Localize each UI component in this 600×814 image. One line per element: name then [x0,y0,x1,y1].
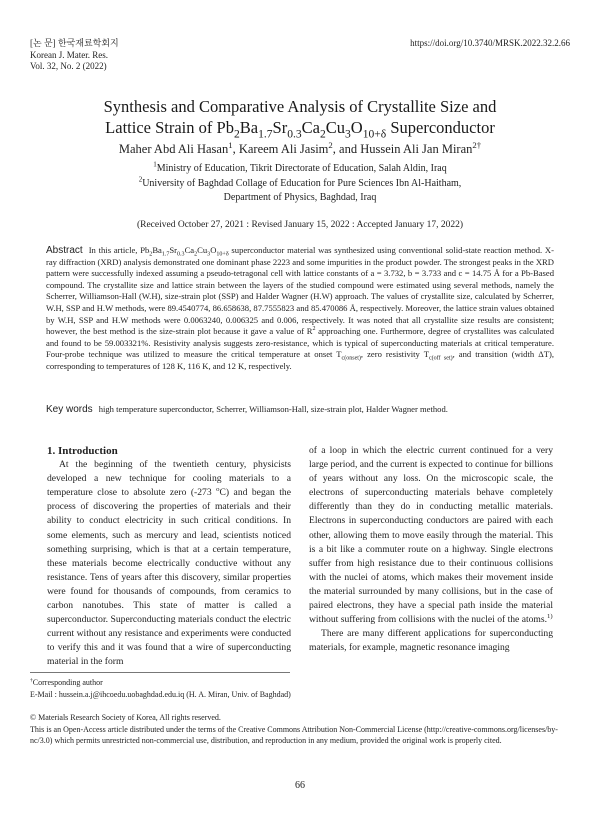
body-column-right [309,444,553,655]
footnote-divider [30,672,290,673]
author-1: Maher Abd Ali Hasan [118,142,229,156]
intro-paragraph-2: There are many different applications for superconducting materials, for example, magnetic resonance imaging [309,628,553,654]
keywords-text: high temperature superconductor, Scherrer, Williamson-Hall, size-strain plot, Halder Wagner method. [98,404,448,414]
journal-english-name: Korean J. Mater. Res. [30,49,108,60]
footnote [30,677,291,700]
journal-volume: Vol. 32, No. 2 (2022) [30,61,107,71]
license-text: This is an Open-Access article distributed under the terms of the Creative Commons Attribution Non-Commercial License (http://creative-commons.org/licenses/by-nc/3.0) which permits unrestricted non-commercial use, distribution, and reproduction in any medium, provided the original work is properly cited. [30,724,558,746]
author-list: Maher Abd Ali Hasan$^1$, Kareem Ali Jasim$^2$, and Hussein Ali Jan Miran$^{2\dagger}$ [118,139,482,156]
received-dates: (Received October 27, 2021 : Revised January 15, 2022 : Accepted January 17, 2022) [136,220,464,230]
intro-paragraph-1-cont: of a loop in which the electric current continued for a very large period, and the current is expected to continue for billions of years without any loss. On the microscopic scale, the electrons of superconducting materials behave completely differently than they do in conducting metallic materials. Electrons in superconducting conductors are paired with each other, allowing them to move easily through the material. This is a bit like a commuter route on a highway. Single electrons suffer from high resistance due to their continuous collisions with the nuclei of atoms, which makes their movement inside the material surrounded by many collisions, but in the case of paired electrons, they have a special path inside the material without suffering from collisions with the nuclei of the atoms.$^{1)}$ [309,445,553,626]
body-column-left [47,444,291,670]
copyright-notice [30,712,570,747]
citation-ref-1[interactable]: 1) [547,612,553,620]
intro-paragraph-1: At the beginning of the twentieth century, physicists developed a new technique for cooling materials to a temperature close to absolute zero (-273 $^o$C) and began the process of discovering the properties of materials and their ability to conduct electricity in such critical conditions. In some elements, such as mercury and lead, scientists noticed something surprising, which is that at a certain temperature, these materials become electrically conductive without any resistance. Tens of years after this discovery, similar properties were found for thousands of compounds, from ceramics to carbon nanotubes. This state of matter is called a superconductor. Superconducting materials conduct the electric current without any resistance and experiments were conducted to verify this and it was found that a wire of superconducting material in the form [47,459,291,668]
abstract-label: Abstract [46,245,83,256]
paper-title [30,96,570,141]
corresponding-email: E-Mail : hussein.a.j@ihcoedu.uobaghdad.edu.iq (H. A. Miran, Univ. of Baghdad) [30,689,291,699]
section-heading-introduction: 1. Introduction [47,445,118,457]
affiliation-1: $^1$Ministry of Education, Tikrit Directorate of Education, Salah Aldin, Iraq [153,160,447,174]
abstract: Abstract In this article, $Pb_2Ba_{1.7}Sr_{0.3}Ca_2Cu_3O_{10+\delta}$ superconductor material was synthesized using conventional solid-state reaction method. X-ray diffraction (XRD) analysis demonstrated one dominant phase 2223 and some impurities in the product powder. The strongest peaks in the XRD pattern were successfully indexed assuming a pseudo-tetragonal cell with lattice constants of a = 3.732, b = 3.733 and c = 14.75 Å for a Pb-Based compound. The crystallite size and lattice strain between the layers of the studied compound were estimated using several methods, namely the Scherrer, Williamson-Hall (W.H), size-strain plot (SSP) and Halder Wagner (H.W) approach. The values of crystallite size, calculated by Scherrer, W.H, SSP and H.W methods, were 89.4540774, 86.658638, 87.7555823 and 85.470086 Å, respectively. Moreover, the lattice strain values obtained by W.H, SSP and H.W methods were 0.0063240, 0.006325 and 0.006, respectively. It was noted that all crystallite size results are consistent; however, the best method is the size-strain plot because it gave a value of $R^2$ approaching one. Furthermore, degree of crystallites was calculated and found to be 59.003321%. Resistivity analysis suggests zero-resistance, which is typical of superconducting materials at critical temperature. Four-probe technique was utilized to measure the critical temperature at onset $T_{c(onset)}$, zero resistivity $T_{c(off set)}$, and transition (width ΔT), corresponding to temperatures of 128 K, 116 K, and 12 K, respectively. [46,245,555,371]
journal-korean-name: [논 문] 한국재료학회지 [30,38,119,48]
title-line-2 [30,117,570,141]
title-suffix: Superconductor [386,118,495,137]
affiliation-2: $^2$University of Baghdad Collage of Education for Pure Sciences Ibn Al-Haitham, [138,175,462,189]
doi-link[interactable]: https://doi.org/10.3740/MRSK.2022.32.2.66 [410,38,570,48]
affiliation-2-dept: Department of Physics, Baghdad, Iraq [223,192,377,203]
title-prefix: Lattice Strain of [105,118,217,137]
author-3: Hussein Ali Jan Miran [360,142,473,156]
page-number: 66 [295,780,305,791]
keywords-label: Key words [46,404,93,415]
keywords [46,404,554,415]
title-line-1: Synthesis and Comparative Analysis of Crystallite Size and [103,97,497,116]
affiliations [30,162,570,206]
abstract-formula: $Pb_2Ba_{1.7}Sr_{0.3}Ca_2Cu_3O_{10+\delta}$ [140,245,229,258]
corresponding-author-note: †Corresponding author [30,677,103,687]
title-formula: $Pb_2Ba_{1.7}Sr_{0.3}Ca_2Cu_3O_{10+\delta}$ [216,118,387,141]
copyright-line: © Materials Research Society of Korea, All rights reserved. [30,713,221,722]
author-2: Kareem Ali Jasim [238,142,329,156]
journal-header [30,38,119,73]
